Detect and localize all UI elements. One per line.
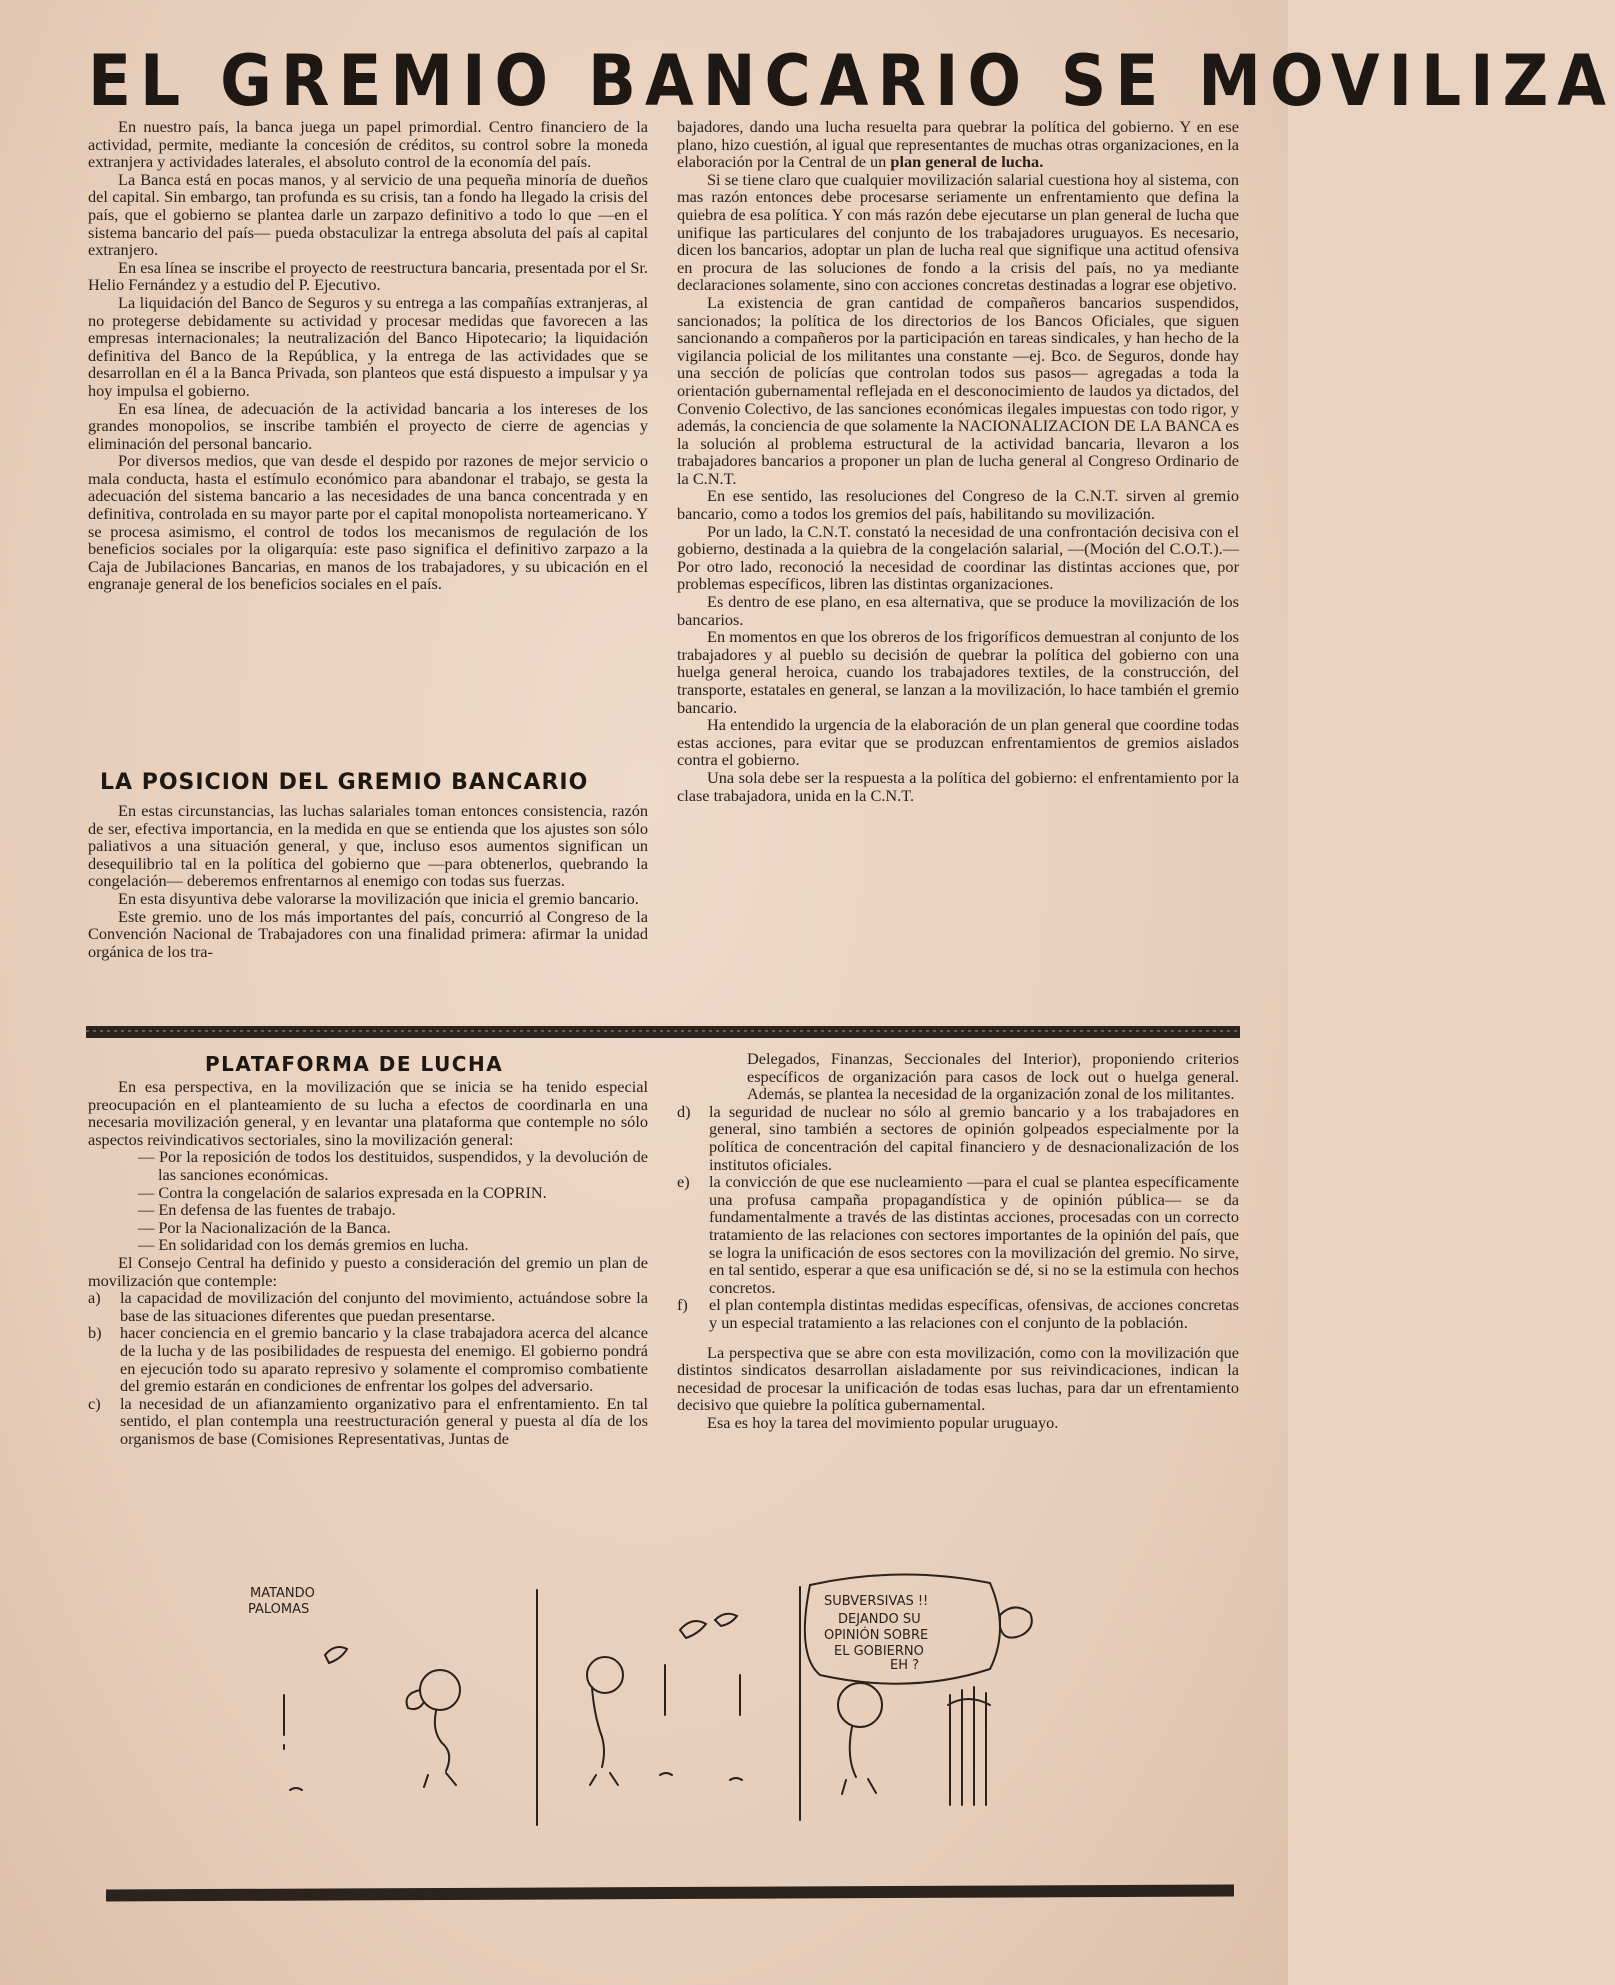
speech-bubble-text: OPINIÓN SOBRE xyxy=(824,1628,929,1643)
plan-item xyxy=(677,1296,1239,1331)
plan-item xyxy=(677,1173,1239,1296)
paragraph: Una sola debe ser la respuesta a la política del gobierno: el enfrentamiento por la clase trabajadora, unida en la C.N.T. xyxy=(677,767,1239,805)
plan-item-text: el plan contempla distintas medidas específicas, ofensivas, de acciones concretas y un especial tratamiento a las relaciones con el conjunto de la población. xyxy=(709,1295,1239,1332)
cartoon-illustration xyxy=(240,1575,1120,1835)
plan-item-mark: d) xyxy=(677,1101,691,1121)
paragraph: En nuestro país, la banca juega un papel primordial. Centro financiero de la actividad, permite, mediante la concesión de créditos, su control sobre la moneda extranjera y actividades laterales, el absoluto control de la economía del país. xyxy=(88,117,648,172)
plan-item-text: la convicción de que ese nucleamiento —para el cual se plantea específicamente una profusa campaña propagandística y de opinión pública— se da fundamentalmente a través de las distintas acciones, procesadas con un correcto tratamiento de las relaciones con sectores importantes de la opinión del país, que se logra la unificación de esos sectores con la movilización del gremio. No sirve, en tal sentido, esperar a que esa unificación se dé, si no se la estimula con hechos concretos. xyxy=(709,1172,1239,1297)
article-column-left-top xyxy=(88,118,648,593)
paragraph: La Banca está en pocas manos, y al servicio de una pequeña minoría de dueños del capital. Sin embargo, tan profunda es su crisis, tan a fondo ha llegado la crisis del país, que el gobierno se plantea darle un zarpazo definitivo a todo lo que —en el sistema bancario del país— pueda obstaculizar la entrega absoluta del país al capital extranjero. xyxy=(88,169,648,260)
plan-item xyxy=(677,1103,1239,1173)
cartoon-caption: PALOMAS xyxy=(248,1602,310,1617)
paragraph: En esa perspectiva, en la movilización que se inicia se ha tenido especial preocupación en el planteamiento de su lucha a efectos de coordinarla en una necesaria movilización general, y en levantar una plataforma que contemple no sólo aspectos reivindicativos sectoriales, sino la movilización general: xyxy=(88,1077,648,1149)
demand-item: — En defensa de las fuentes de trabajo. xyxy=(138,1200,396,1220)
plan-item-text: la seguridad de nuclear no sólo al gremio bancario y a los trabajadores en general, sino también a sectores de opinión golpeados especialmente por la política de concentración del capital financiero y de desnacionalización de los institutos oficiales. xyxy=(709,1101,1239,1174)
cartoon-caption: MATANDO xyxy=(250,1586,315,1601)
divider-rule xyxy=(86,1026,1240,1038)
paragraph: La existencia de gran cantidad de compañeros bancarios suspendidos, sancionados; la política de los directorios de los Bancos Oficiales, que siguen sancionando a compañeros por la participación en tareas sindicales, y han hecho de la vigilancia policial de los militantes una constante —ej. Bco. de Seguros, donde hay una sección de policías que controlan todos sus pasos— agregadas a toda la orientación gubernamental reflejada en el desconocimiento de laudos ya dictados, del Convenio Colectivo, de las sanciones económicas ilegales impuestas con todo rigor, y además, la conciencia de que solamente la NACIONALIZACION DE LA BANCA es la solución al problema estructural de la actividad bancaria, llevaron a los trabajadores bancarios a proponer un plan de lucha general al Congreso Ordinario de la C.N.T. xyxy=(677,292,1239,488)
paragraph: La perspectiva que se abre con esta movilización, como con la movilización que distintos sindicatos desarrollan aisladamente por sus reivindicaciones, indican la necesidad de procesar la unificación de todas esas luchas, para dar un efrentamiento decisivo que quiebre la política gubernamental. xyxy=(677,1342,1239,1415)
paragraph: En ese sentido, las resoluciones del Congreso de la C.N.T. sirven al gremio bancario, como a todos los gremios del país, habilitando su movilización. xyxy=(677,486,1239,524)
paragraph: Si se tiene claro que cualquier movilización salarial cuestiona hoy al sistema, con mas razón entonces debe procesarse seriamente un enfrentamiento que defina la quiebra de esa política. Y con más razón debe ejecutarse un plan general de lucha que unifique las particulares del conjunto de los trabajadores uruguayos. Es necesario, dicen los bancarios, adoptar un plan de lucha real que signifique una actitud ofensiva en procura de las soluciones de fondo a la crisis del país, no ya mediante declaraciones solamente, sino con acciones concretas destinadas a lograr ese objetivo. xyxy=(677,169,1239,295)
demand-item: — En solidaridad con los demás gremios en lucha. xyxy=(138,1235,469,1255)
paragraph: Por un lado, la C.N.T. constató la necesidad de una confrontación decisiva con el gobierno, destinada a la quiebra de la congelación salarial, —(Moción del C.O.T.).— Por otro lado, reconoció la necesidad de coordinar las distintas acciones que, por problemas específicos, libren las distintas organizaciones. xyxy=(677,521,1239,594)
plan-item xyxy=(88,1324,648,1394)
plan-item xyxy=(88,1289,648,1324)
paragraph: En esa línea se inscribe el proyecto de reestructura bancaria, presentada por el Sr. Helio Fernández y a estudio del P. Ejecutivo. xyxy=(88,257,648,295)
section-title: LA POSICION DEL GREMIO BANCARIO xyxy=(100,770,589,795)
demand-item: — Por la reposición de todos los destituidos, suspendidos, y la devolución de las sanciones económicas. xyxy=(138,1147,648,1184)
paragraph: En momentos en que los obreros de los frigoríficos demuestran al conjunto de los trabajadores y al pueblo su decisión de quebrar la política del gobierno con una huelga general heroica, cuando los trabajadores textiles, de la construcción, del transporte, estatales en general, se lanzan a la movilización, lo hace también el gremio bancario. xyxy=(677,627,1239,717)
cartoon-strip xyxy=(240,1575,1120,1835)
plan-item-text: la capacidad de movilización del conjunto del movimiento, actuándose sobre la base de las situaciones diferentes que puedan presentarse. xyxy=(120,1288,648,1325)
paragraph: El Consejo Central ha definido y puesto a consideración del gremio un plan de movilización que contemple: xyxy=(88,1252,648,1290)
paragraph: En esta disyuntiva debe valorarse la movilización que inicia el gremio bancario. xyxy=(118,888,639,908)
paragraph: Por diversos medios, que van desde el despido por razones de mejor servicio o mala conducta, hasta el estímulo económico para abandonar el trabajo, se gesta la adecuación del sistema bancario a las necesidades de una banca concentrada y en definitiva, controlada en su mayor parte por el capital monopolista norteamericano. Y se procesa asimismo, el control de todos los mecanismos de regulación de los beneficios sociales por la oligarquía: este paso significa el definitivo zarpazo a la Caja de Jubilaciones Bancarias, en manos de los trabajadores, y su ubicación en el engranaje general de los beneficios sociales en el país. xyxy=(88,451,648,594)
paragraph: bajadores, dando una lucha resuelta para quebrar la política del gobierno. Y en ese plano, hizo cuestión, al igual que representantes de muchas otras organizaciones, en la elaboración por la Central de un plan general de lucha. xyxy=(677,117,1239,172)
plan-item-mark: f) xyxy=(677,1295,688,1315)
paragraph: La liquidación del Banco de Seguros y su entrega a las compañías extranjeras, al no protegerse debidamente su actividad y procesar medidas que favorecen a las empresas internacionales; la neutralización del Banco Hipotecario; la liquidación definitiva del Banco de la República, y la entrega de las actividades que se desarrollan en él a la Banca Privada, son planteos que está dispuesto a impulsar y ya hoy impulsa el gobierno. xyxy=(88,292,648,400)
speech-bubble-text: DEJANDO SU xyxy=(838,1612,921,1627)
plan-item xyxy=(88,1395,648,1448)
paragraph: Esa es hoy la tarea del movimiento popular uruguayo. xyxy=(707,1412,1059,1432)
paragraph: Ha entendido la urgencia de la elaboración de un plan general que coordine todas estas acciones, para evitar que se produzcan enfrentamientos de gremios aislados contra el gobierno. xyxy=(677,715,1239,770)
paragraph: Este gremio. uno de los más importantes del país, concurrió al Congreso de la Convención Nacional de Trabajadores con una finalidad primera: afirmar la unidad orgánica de los tra- xyxy=(88,906,648,961)
paragraph: Es dentro de ese plano, en esa alternativa, que se produce la movilización de los bancarios. xyxy=(677,592,1239,629)
paragraph: En estas circunstancias, las luchas salariales toman entonces consistencia, razón de ser, efectiva importancia, en la medida en que se entienda que los ajustes son sólo paliativos a una situación general, y que, incluso esos aumentos significan un desequilibrio tal en la política del gobierno que —para obtenerlos, quebrando la congelación— deberemos enfrentarnos al enemigo con todas sus fuerzas. xyxy=(88,801,648,891)
demand-item: — Por la Nacionalización de la Banca. xyxy=(138,1217,391,1237)
speech-bubble-text: SUBVERSIVAS !! xyxy=(824,1594,929,1609)
speech-bubble-text: EH ? xyxy=(890,1658,920,1673)
paragraph: En esa línea, de adecuación de la actividad bancaria a los intereses de los grandes monopolios, se inscribe también el proyecto de cierre de agencias y eliminación del personal bancario. xyxy=(88,398,648,453)
article-column-right-top xyxy=(677,118,1239,804)
plan-item-mark: c) xyxy=(88,1393,101,1413)
plataforma-title: PLATAFORMA DE LUCHA xyxy=(205,1052,504,1076)
headline: EL GREMIO BANCARIO SE MOVILIZA xyxy=(88,40,1615,122)
plan-item-mark: a) xyxy=(88,1288,101,1308)
plan-item-mark: b) xyxy=(88,1323,102,1343)
speech-bubble-text: EL GOBIERNO xyxy=(834,1644,924,1659)
plataforma-column-left xyxy=(88,1078,648,1447)
plan-item-text: hacer conciencia en el gremio bancario y la clase trabajadora acerca del alcance de la lucha y de las posibilidades de respuesta del enemigo. El gobierno pondrá en ejecución todo su aparato represivo y solamente el compromiso combatiente del gremio estarán en condiciones de enfrentar los golpes del adversario. xyxy=(120,1323,648,1396)
plan-item-continuation: Delegados, Finanzas, Seccionales del Interior), proponiendo criterios específicos de organización para casos de lock out o huelga general. Además, se plantea la necesidad de la organización zonal de los militantes. xyxy=(747,1049,1239,1104)
plan-item-text: la necesidad de un afianzamiento organizativo para el enfrentamiento. En tal sentido, el plan contempla una reestructuración general y puesta al día de los organismos de base (Comisiones Representativas, Juntas de xyxy=(120,1393,648,1448)
plan-item-mark: e) xyxy=(677,1172,690,1192)
demand-item: — Contra la congelación de salarios expresada en la COPRIN. xyxy=(138,1182,547,1202)
plataforma-column-right xyxy=(677,1050,1239,1431)
article-column-left-bottom xyxy=(88,802,648,960)
